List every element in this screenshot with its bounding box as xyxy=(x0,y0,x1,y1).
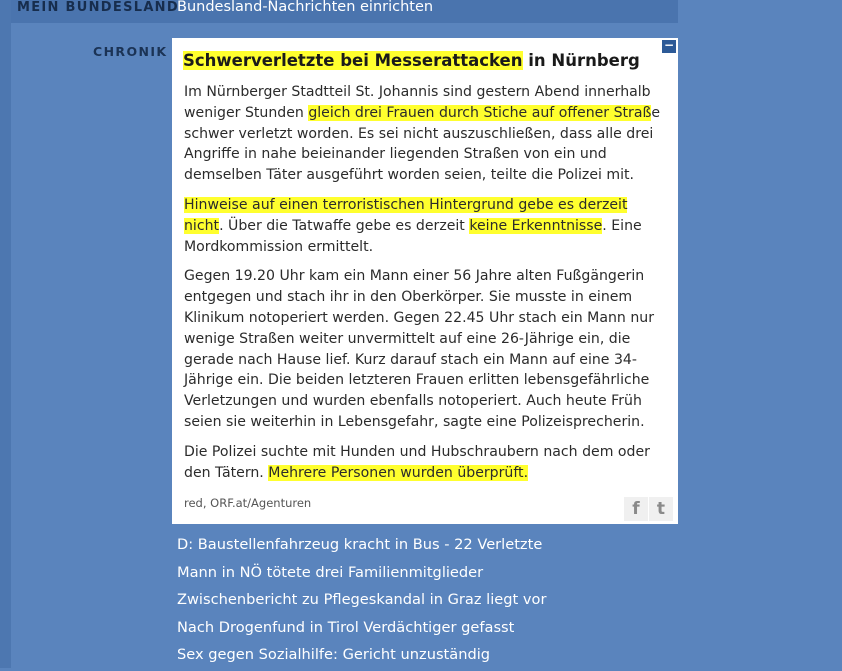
share-buttons xyxy=(623,497,673,521)
collapse-button[interactable]: − xyxy=(663,38,675,52)
p4-text-a: Die Polizei suchte mit Hunden und Hubschraubern nach dem oder den Tätern. xyxy=(184,443,650,481)
left-edge xyxy=(0,0,11,668)
paragraph-3: Gegen 19.20 Uhr kam ein Mann einer 56 Jahre alten Fußgängerin entgegen und stach ihr in den Oberkörper. Sie musste in einem Klinikum notoperiert werden. Gegen 22.45 Uhr stach ein Mann nur wenige Straßen weiter unvermittelt auf eine 26-Jährige ein, die gerade nach Hause lief. Kurz darauf stach ein Mann auf eine 34-Jährige ein. Die beiden letzteren Frauen erlitten lebensgefährliche Verletzungen und wurden ebenfalls notoperiert. Auch heute Früh seien sie weiterhin in Lebensgefahr, sagte eine Polizeisprecherin. xyxy=(184,268,654,430)
section-label-chronik: CHRONIK xyxy=(93,44,168,59)
title-rest: in Nürnberg xyxy=(522,51,640,70)
related-news-item[interactable]: Mann in NÖ tötete drei Familienmitglieder xyxy=(177,563,484,581)
related-news-list xyxy=(177,533,546,671)
related-news-item[interactable]: Sex gegen Sozialhilfe: Gericht unzuständig xyxy=(177,646,491,663)
article-card xyxy=(172,38,678,524)
related-news-item[interactable]: Zwischenbericht zu Pflegeskandal in Graz liegt vor xyxy=(177,591,547,608)
article-body xyxy=(184,82,670,492)
facebook-icon[interactable]: f xyxy=(624,497,648,521)
paragraph-2 xyxy=(184,195,670,257)
paragraph-4 xyxy=(184,442,670,484)
article-source: red, ORF.at/Agenturen xyxy=(184,496,312,510)
p1-text-b: e schwer verletzt worden. Es sei nicht auszuschließen, dass alle drei Angriffe in nahe beieinander liegenden Straßen von ein und demselben Täter ausgeführt worden seien, teilte die Polizei mit. xyxy=(184,104,661,184)
paragraph-1 xyxy=(184,82,670,186)
title-highlight: Schwerverletzte bei Messerattacken xyxy=(183,51,523,70)
p4-highlight: Mehrere Personen wurden überprüft. xyxy=(268,464,529,481)
p1-highlight: gleich drei Frauen durch Stiche auf offener Straß xyxy=(308,104,652,121)
related-news-item[interactable]: D: Baustellenfahrzeug kracht in Bus - 22 Verletzte xyxy=(177,536,543,553)
p2-highlight-2: keine Erkenntnisse xyxy=(469,217,603,234)
twitter-icon[interactable]: t xyxy=(649,497,673,521)
p2-text-a: . Über die Tatwaffe gebe es derzeit xyxy=(219,217,470,234)
p2-text-b: . Eine Mordkommission ermittelt. xyxy=(184,217,642,255)
p2-highlight: Hinweise auf einen terroristischen Hintergrund gebe es derzeit nicht xyxy=(184,196,628,234)
p1-text-a: Im Nürnberger Stadtteil St. Johannis sind gestern Abend innerhalb weniger Stunden xyxy=(184,84,651,121)
article-title xyxy=(183,50,653,72)
bundesland-setup-link[interactable]: Bundesland-Nachrichten einrichten xyxy=(177,0,434,15)
related-news-item[interactable]: Nach Drogenfund in Tirol Verdächtiger gefasst xyxy=(177,618,515,636)
mein-bundesland-label: MEIN BUNDESLAND xyxy=(17,0,179,15)
